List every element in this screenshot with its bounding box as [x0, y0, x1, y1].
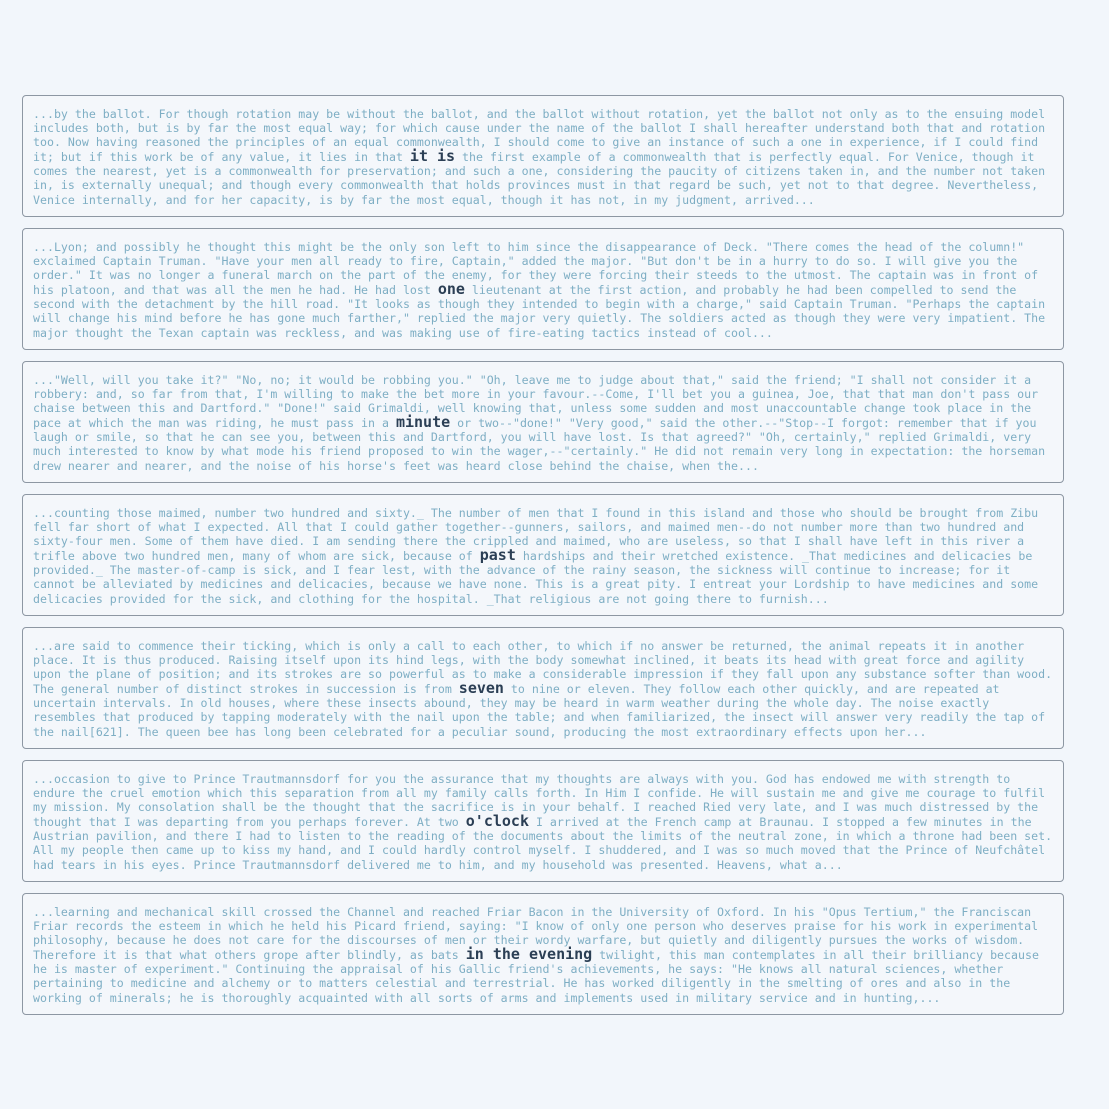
- passage-text: [33, 772, 1053, 872]
- passage-highlight: past: [479, 546, 516, 565]
- passage-highlight: seven: [458, 679, 504, 698]
- passage-card-6: [22, 760, 1064, 882]
- passage-text-before: ...counting those maimed, number two hundred and sixty._ The number of men that I found in this island and those who should be brought from Zibu fell far short of what I expected. All that I could gather together--gunners, sailors, and maimed men--do not number more than two hundred and sixty-four men. Some of them have died. I am sending there the crippled and maimed, who are useless, so that I shall have left in this river a trifle above two hundred men, many of whom are sick, because of: [33, 506, 1039, 564]
- passage-text-before: ...by the ballot. For though rotation may be without the ballot, and the ballot without rotation, yet the ballot not only as to the ensuing model includes both, but is by far the most equal way; for which cause under the name of the ballot I shall hereafter understand both that and rotation too. Now having reasoned the principles of an equal commonwealth, I should come to give an instance of such a one in experience, if I could find it; but if this work be of any value, it lies in that: [33, 107, 1046, 165]
- passage-text: [33, 905, 1053, 1005]
- passage-highlight: minute: [395, 413, 451, 432]
- passage-card-7: [22, 893, 1064, 1015]
- passage-text-before: ..."Well, will you take it?" "No, no; it would be robbing you." "Oh, leave me to judge about that," said the friend; "I shall not consider it a robbery: and, so far from that, I'm willing to make the bet more in your favour.--Come, I'll bet you a guinea, Joe, that that man don't pass our chaise between this and Dartford." "Done!" said Grimaldi, well knowing that, unless some sudden and most unaccountable change took place in the pace at which the man was riding, he must pass in a: [33, 373, 1039, 431]
- passage-text-after: I arrived at the French camp at Braunau. I stopped a few minutes in the Austrian pavilion, and there I had to listen to the reading of the documents about the limits of the neutral zone, in which a throne had been set. All my people then came up to kiss my hand, and I could hardly control myself. I shuddered, and I was so much moved that the Prince of Neufchâtel had tears in his eyes. Prince Trautmannsdorf delivered me to him, and my household was presented. Heavens, what a...: [33, 815, 1053, 872]
- passage-card-2: [22, 228, 1064, 350]
- passage-text-before: ...learning and mechanical skill crossed the Channel and reached Friar Bacon in the University of Oxford. In his "Opus Tertium," the Franciscan Friar records the esteem in which he held his Picard friend, saying: "I know of only one person who deserves praise for his work in experimental philosophy, because he does not care for the discourses of men or their wordy warfare, but quietly and diligently pursues the works of wisdom. Therefore it is that what others grope after blindly, as bats: [33, 905, 1039, 963]
- passage-text: [33, 107, 1053, 207]
- passage-card-5: [22, 627, 1064, 749]
- passage-card-3: [22, 361, 1064, 483]
- passage-highlight: it is: [409, 147, 456, 166]
- passage-text-after: or two--"done!" "Very good," said the other.--"Stop--I forgot: remember that if you laugh or smile, so that he can see you, between this and Dartford, you will have lost. Is that agreed?" "Oh, certainly," replied Grimaldi, very much interested to know by what mode his friend proposed to win the wager,--"certainly." He did not remain very long in expectation: the horseman drew nearer and nearer, and the noise of his horse's feet was heard close behind the chaise, when the...: [33, 416, 1046, 473]
- passage-card-1: [22, 95, 1064, 217]
- passage-highlight: in the evening: [465, 945, 593, 964]
- passage-text-before: ...are said to commence their ticking, which is only a call to each other, to which if no answer be returned, the animal repeats it in another place. It is thus produced. Raising itself upon its hind legs, with the body somewhat inclined, it beats its head with great force and agility upon the plane of position; and its strokes are so powerful as to make a considerable impression if they fall upon any substance softer than wood. The general number of distinct strokes in succession is from: [33, 639, 1053, 697]
- passage-text-before: ...occasion to give to Prince Trautmannsdorf for you the assurance that my thoughts are always with you. God has endowed me with strength to endure the cruel emotion which this separation from all my family calls forth. In Him I confide. He will sustain me and give me courage to fulfil my mission. My consolation shall be the thought that the sacrifice is in your behalf. I reached Ried very late, and I was much distressed by the thought that I was departing from you perhaps forever. At two: [33, 772, 1046, 830]
- passage-text-after: hardships and their wretched existence. _That medicines and delicacies be provided._ The master-of-camp is sick, and I fear lest, with the advance of the rainy season, the sickness will continue to increase; for it cannot be alleviated by medicines and delicacies, because we have none. This is a great pity. I entreat your Lordship to have medicines and some delicacies provided for the sick, and clothing for the hospital. _That religious are not going there to furnish...: [33, 549, 1039, 606]
- passage-text: [33, 639, 1053, 739]
- passage-text-after: to nine or eleven. They follow each other quickly, and are repeated at uncertain intervals. In old houses, where these insects abound, they may be heard in warm weather during the whole day. The noise exactly resembles that produced by tapping moderately with the nail upon the table; and when familiarized, the insect will answer very readily the tap of the nail[621]. The queen bee has long been celebrated for a peculiar sound, producing the most extraordinary effects upon her...: [33, 682, 1046, 739]
- passage-highlight: one: [437, 280, 465, 299]
- passage-text-after: the first example of a commonwealth that is perfectly equal. For Venice, though it comes the nearest, yet is a commonwealth for preservation; and such a one, considering the paucity of citizens taken in, and the number not taken in, is externally unequal; and though every commonwealth that holds provinces must in that regard be such, yet not to that degree. Nevertheless, Venice internally, and for her capacity, is by far the most equal, though it has not, in my judgment, arrived...: [33, 150, 1046, 207]
- passage-text-before: ...Lyon; and possibly he thought this might be the only son left to him since the disappearance of Deck. "There comes the head of the column!" exclaimed Captain Truman. "Have your men all ready to fire, Captain," added the major. "But don't be in a hurry to do so. I will give you the order." It was no longer a funeral march on the part of the enemy, for they were forcing their steeds to the utmost. The captain was in front of his platoon, and that was all the men he had. He had lost: [33, 240, 1039, 298]
- passage-text: [33, 506, 1053, 606]
- passage-card-4: [22, 494, 1064, 616]
- passage-highlight: o'clock: [465, 812, 529, 831]
- passage-text-after: twilight, this man contemplates in all their brilliancy because he is master of experiment." Continuing the appraisal of his Gallic friend's achievements, he says: "He knows all natural sciences, whether pertaining to medicine and alchemy or to matters celestial and terrestrial. He has worked diligently in the smelting of ores and also in the working of minerals; he is thoroughly acquainted with all sorts of arms and implements used in military service and in hunting,...: [33, 948, 1039, 1005]
- passage-text: [33, 373, 1053, 473]
- passage-text-after: lieutenant at the first action, and probably he had been compelled to send the second with the detachment by the hill road. "It looks as though they intended to begin with a charge," said Captain Truman. "Perhaps the captain will change his mind before he has gone much farther," replied the major very quietly. The soldiers acted as though they were very impatient. The major thought the Texan captain was reckless, and was making use of fire-eating tactics instead of cool...: [33, 283, 1046, 340]
- passage-text: [33, 240, 1053, 340]
